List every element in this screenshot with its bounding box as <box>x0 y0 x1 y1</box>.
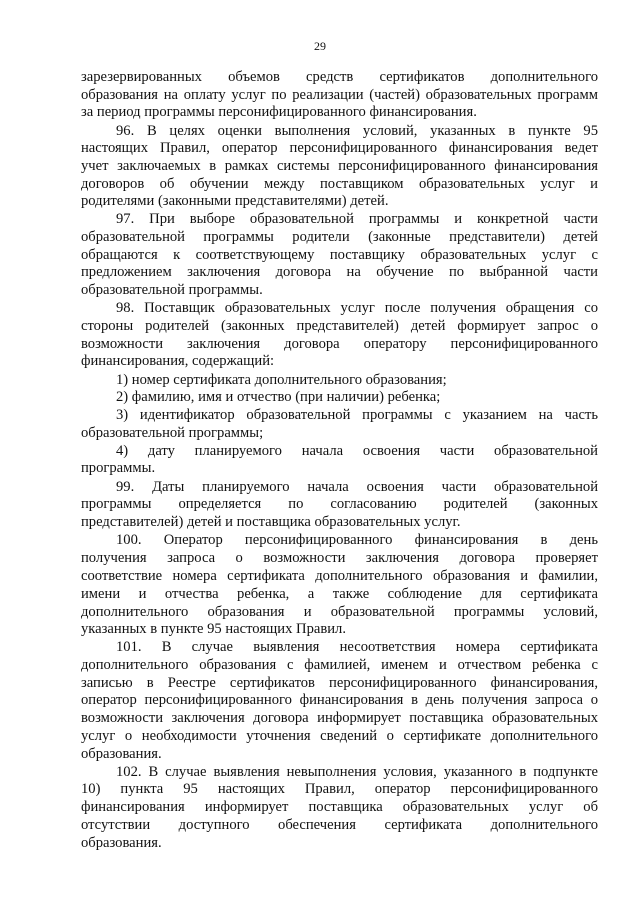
text-line: 99. Даты планируемого начала освоения части образовательной <box>116 479 598 495</box>
text-line: образования. <box>81 746 162 762</box>
text-line: 4) дату планируемого начала освоения части образовательной <box>116 443 598 459</box>
text-line: услуг о необходимости уточнения сведений о сертификате дополнительного <box>81 728 598 744</box>
text-line: 1) номер сертификата дополнительного образования; <box>116 372 447 388</box>
text-line: программы определяется по согласованию родителей (законных <box>81 496 598 512</box>
text-line: 100. Оператор персонифицированного финансирования в день <box>116 532 598 548</box>
text-line: записью в Реестре сертификатов персонифицированного финансирования, <box>81 675 598 691</box>
text-line: отсутствии доступного обеспечения сертификата дополнительного <box>81 817 598 833</box>
text-line: 102. В случае выявления невыполнения условия, указанного в подпункте <box>116 764 598 780</box>
text-line: финансирования, содержащий: <box>81 353 275 369</box>
text-line: образования на оплату услуг по реализации (частей) образовательных программ <box>81 87 598 103</box>
text-line: оператор персонифицированного финансирования в день получения запроса о <box>81 692 598 708</box>
text-line: образовательной программы. <box>81 282 263 298</box>
text-line: 3) идентификатор образовательной программы с указанием на часть <box>116 407 598 423</box>
text-line: образовательной программы родители (законные представители) детей <box>81 229 598 245</box>
text-line: образования. <box>81 835 162 851</box>
text-line: зарезервированных объемов средств сертификатов дополнительного <box>81 69 598 85</box>
text-line: за период программы персонифицированного финансирования. <box>81 104 477 120</box>
text-line: предложением заключения договора на обучение по выбранной части <box>81 264 598 280</box>
text-line: родителями (законными представителями) детей. <box>81 193 389 209</box>
text-line: договоров об обучении между поставщиком образовательных услуг и <box>81 176 598 192</box>
text-line: возможности заключения договора оператору персонифицированного <box>81 336 598 352</box>
text-line: соответствие номера сертификата дополнительного образования и фамилии, <box>81 568 598 584</box>
text-line: 98. Поставщик образовательных услуг после получения обращения со <box>116 300 598 316</box>
text-line: образовательной программы; <box>81 425 264 441</box>
text-line: обращаются к соответствующему поставщику образовательных услуг с <box>81 247 598 263</box>
text-line: 2) фамилию, имя и отчество (при наличии) ребенка; <box>116 389 441 405</box>
text-line: стороны родителей (законных представителей) детей формирует запрос о <box>81 318 598 334</box>
text-line: указанных в пункте 95 настоящих Правил. <box>81 621 346 637</box>
text-line: дополнительного образования с фамилией, именем и отчеством ребенка с <box>81 657 598 673</box>
text-line: 96. В целях оценки выполнения условий, указанных в пункте 95 <box>116 123 598 139</box>
text-line: настоящих Правил, оператор персонифицированного финансирования ведет <box>81 140 598 156</box>
text-line: 97. При выборе образовательной программы и конкретной части <box>116 211 598 227</box>
text-line: учет заключаемых в рамках системы персонифицированного финансирования <box>81 158 598 174</box>
text-line: финансирования информирует поставщика образовательных услуг об <box>81 799 598 815</box>
text-line: 101. В случае выявления несоответствия номера сертификата <box>116 639 598 655</box>
text-line: имени и отчества ребенка, а также соблюдение для сертификата <box>81 586 598 602</box>
text-line: представителей) детей и поставщика образовательных услуг. <box>81 514 461 530</box>
text-line: дополнительного образования и образовательной программы условий, <box>81 604 598 620</box>
text-line: получения запроса о возможности заключения договора проверяет <box>81 550 598 566</box>
page-number: 29 <box>314 39 326 53</box>
text-line: программы. <box>81 460 156 476</box>
text-line: 10) пункта 95 настоящих Правил, оператор персонифицированного <box>81 781 598 797</box>
text-line: возможности заключения договора информирует поставщика образовательных <box>81 710 598 726</box>
